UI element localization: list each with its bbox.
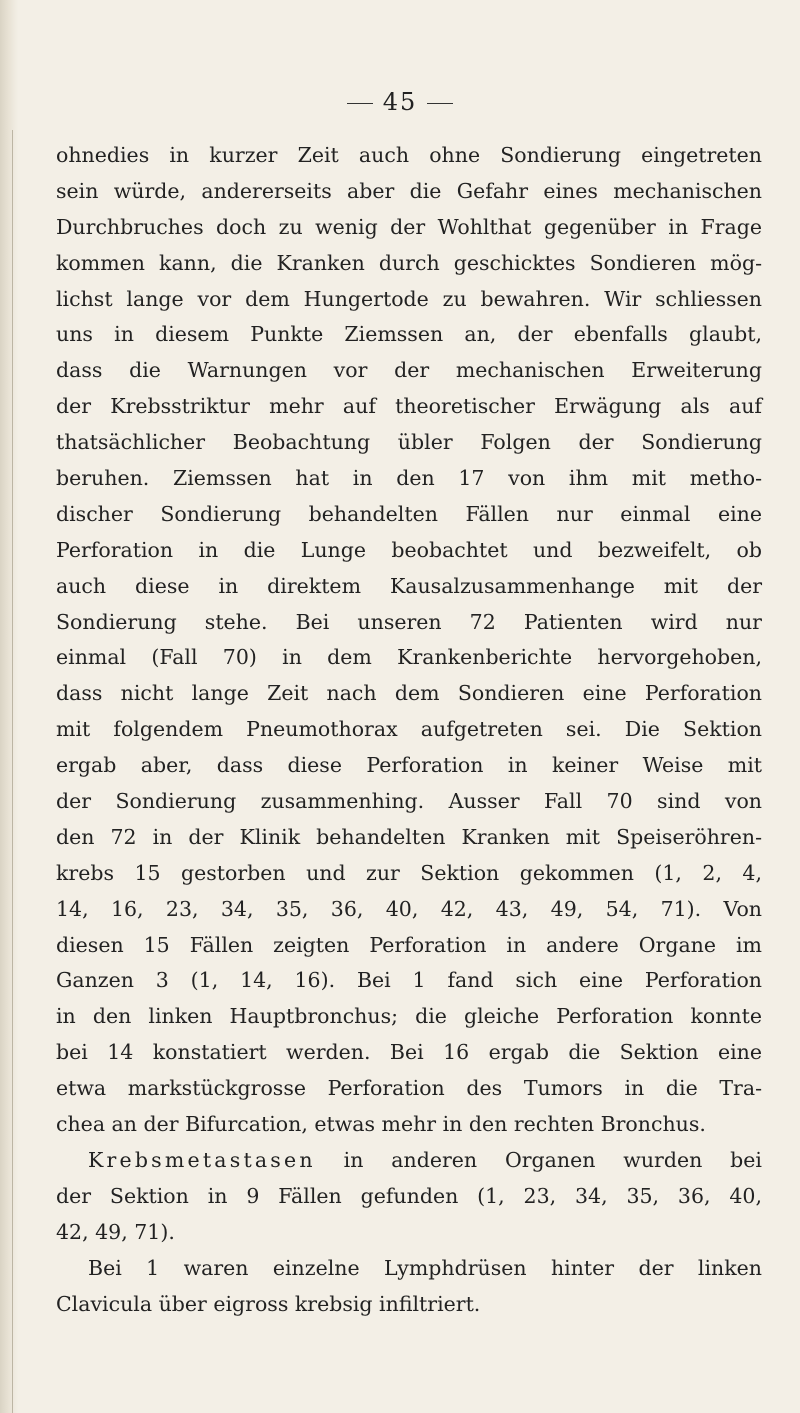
text-line: etwa markstückgrosse Perforation des Tumors in die Tra- [56, 1076, 762, 1101]
text-line: sein würde, andererseits aber die Gefahr eines mechanischen [56, 178, 762, 203]
text-line: 42, 49, 71). [56, 1219, 175, 1244]
paragraph-3-first-line: Bei 1 waren einzelne Lymphdrüsen hinter der linken [88, 1255, 762, 1280]
text-line: mit folgendem Pneumothorax aufgetreten sei. Die Sektion [56, 717, 762, 742]
text-line: dass die Warnungen vor der mechanischen Erweiterung [56, 358, 762, 383]
text-line: bei 14 konstatiert werden. Bei 16 ergab die Sektion eine [56, 1040, 762, 1065]
page-number-dash-right [427, 103, 453, 104]
text-line: den 72 in der Klinik behandelten Kranken mit Speiseröhren- [56, 824, 762, 849]
text-line: kommen kann, die Kranken durch geschicktes Sondieren mög- [56, 250, 762, 275]
text-line: der Sektion in 9 Fällen gefunden (1, 23, 34, 35, 36, 40, [56, 1183, 762, 1208]
text-line: diesen 15 Fällen zeigten Perforation in andere Organe im [56, 932, 762, 957]
page-number-header [0, 88, 800, 116]
text-line: Ganzen 3 (1, 14, 16). Bei 1 fand sich eine Perforation [56, 968, 762, 993]
page-edge-line [12, 130, 13, 1413]
text-line: Perforation in die Lunge beobachtet und bezweifelt, ob [56, 537, 762, 562]
text-line: Sondierung stehe. Bei unseren 72 Patienten wird nur [56, 609, 762, 634]
text-line: in den linken Hauptbronchus; die gleiche Perforation konnte [56, 1004, 762, 1029]
text-span: in anderen Organen wurden bei [343, 1147, 762, 1172]
text-line: der Krebsstriktur mehr auf theoretischer Erwägung als auf [56, 394, 762, 419]
text-line: lichst lange vor dem Hungertode zu bewahren. Wir schliessen [56, 286, 762, 311]
text-line: Durchbruches doch zu wenig der Wohlthat gegenüber in Frage [56, 214, 762, 239]
text-line: einmal (Fall 70) in dem Krankenberichte hervorgehoben, [56, 645, 762, 670]
body-text [56, 138, 762, 1322]
text-line: dass nicht lange Zeit nach dem Sondieren eine Perforation [56, 681, 762, 706]
page-number-dash-left [347, 103, 373, 104]
page-number: 45 [382, 88, 418, 116]
emphasized-term: Krebsmetastasen [88, 1147, 316, 1172]
text-line: beruhen. Ziemssen hat in den 17 von ihm mit metho- [56, 466, 762, 491]
text-line: 14, 16, 23, 34, 35, 36, 40, 42, 43, 49, 54, 71). Von [56, 896, 762, 921]
text-line: discher Sondierung behandelten Fällen nur einmal eine [56, 501, 762, 526]
paragraph-2-first-line [56, 1143, 762, 1179]
text-line: der Sondierung zusammenhing. Ausser Fall 70 sind von [56, 789, 762, 814]
text-line: uns in diesem Punkte Ziemssen an, der ebenfalls glaubt, [56, 322, 762, 347]
text-line: chea an der Bifurcation, etwas mehr in den rechten Bronchus. [56, 1112, 706, 1137]
text-line: krebs 15 gestorben und zur Sektion gekommen (1, 2, 4, [56, 860, 762, 885]
book-binding-shadow [0, 0, 18, 1413]
text-line: auch diese in direktem Kausalzusammenhange mit der [56, 573, 762, 598]
text-line: thatsächlicher Beobachtung übler Folgen der Sondierung [56, 430, 762, 455]
text-line: ergab aber, dass diese Perforation in keiner Weise mit [56, 753, 762, 778]
text-line: Clavicula über eigross krebsig infiltriert. [56, 1291, 481, 1316]
text-line: ohnedies in kurzer Zeit auch ohne Sondierung eingetreten [56, 143, 762, 167]
